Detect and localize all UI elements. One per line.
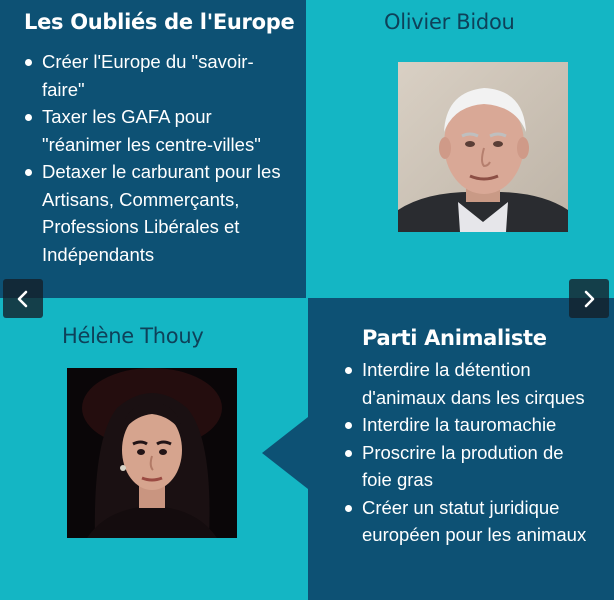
carousel-next-button[interactable] bbox=[569, 279, 609, 318]
chevron-left-icon bbox=[16, 290, 30, 308]
chevron-right-icon bbox=[582, 290, 596, 308]
program-point: Proscrire la prodution de foie gras bbox=[344, 439, 592, 494]
program-point: Detaxer le carburant pour les Artisans, Commerçants, Professions Libérales et Indépendants bbox=[24, 158, 286, 268]
program-point: Créer un statut juridique européen pour les animaux bbox=[344, 494, 592, 549]
candidate-name: Olivier Bidou bbox=[384, 10, 515, 34]
candidate-photo bbox=[67, 368, 237, 538]
program-point: Interdire la tauromachie bbox=[344, 411, 592, 439]
portrait-man-icon bbox=[398, 62, 568, 232]
carousel-prev-button[interactable] bbox=[3, 279, 43, 318]
program-point: Créer l'Europe du "savoir-faire" bbox=[24, 48, 286, 103]
candidate-photo bbox=[398, 62, 568, 232]
program-list bbox=[24, 48, 286, 268]
party-card-oublies bbox=[0, 0, 306, 298]
candidate-name: Hélène Thouy bbox=[62, 324, 204, 348]
program-point: Taxer les GAFA pour "réanimer les centre-villes" bbox=[24, 103, 286, 158]
speech-notch bbox=[262, 417, 308, 489]
party-card-animaliste bbox=[308, 298, 614, 600]
party-title: Parti Animaliste bbox=[362, 326, 547, 350]
candidate-card-bidou bbox=[306, 0, 614, 298]
program-point: Interdire la détention d'animaux dans les cirques bbox=[344, 356, 592, 411]
portrait-woman-icon bbox=[67, 368, 237, 538]
program-list bbox=[344, 356, 592, 549]
party-title: Les Oubliés de l'Europe bbox=[24, 10, 295, 34]
